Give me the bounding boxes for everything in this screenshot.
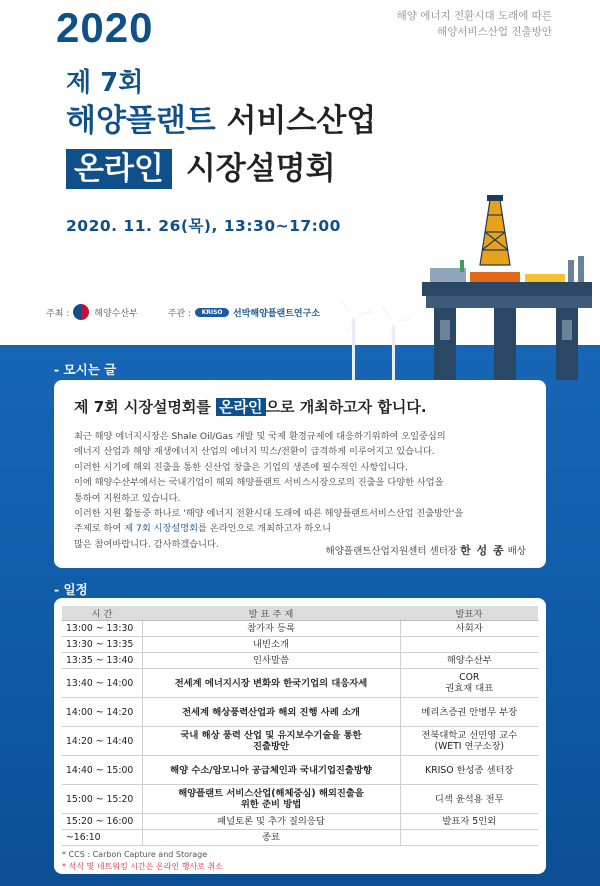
headline-before: 제 7회 시장설명회를 (74, 398, 217, 416)
headline-after: 으로 개최하고자 합니다. (265, 398, 427, 416)
greeting-card (54, 380, 546, 568)
tagline-line2: 해양서비스산업 진출방안 (437, 26, 552, 38)
schedule-card (54, 598, 546, 874)
schedule-section-title: - 일정 (54, 582, 88, 597)
host-name: 해양수산부 (94, 308, 138, 319)
title-line2-rest: 시장설명회 (185, 151, 336, 187)
sign-prefix: 해양플랜트산업지원센터 센터장 (325, 546, 461, 557)
p7-after: 를 온라인으로 개최하고자 하오니 (198, 523, 332, 535)
schedule-speaker-cell: COR 권효재 대표 (400, 669, 538, 698)
p7-blue: 제 7회 시장설명회 (124, 523, 199, 535)
schedule-topic-cell: 전세계 에너지시장 변화와 한국기업의 대응자세 (142, 669, 400, 698)
schedule-topic-cell: 내빈소개 (142, 637, 400, 653)
schedule-speaker-cell: 전북대학교 선민영 교수 (WETI 연구소장) (400, 727, 538, 756)
title-line1 (66, 100, 376, 142)
schedule-topic-cell: 해양플랜트 서비스산업(해체중심) 해외진출을 위한 준비 방법 (142, 785, 400, 814)
greeting-line: 최근 해양 에너지시장은 Shale Oil/Gas 개발 및 국제 환경규제에 대응하기위하여 오일중심의 (74, 431, 446, 442)
header-topic: 발 표 주 제 (142, 606, 400, 621)
year: 2020 (56, 4, 154, 51)
sign-suffix: 배상 (504, 546, 526, 557)
event-title (66, 66, 376, 190)
event-date: 2020. 11. 26(목), 13:30~17:00 (66, 217, 341, 235)
note-ccs: * CCS : Carbon Capture and Storage (62, 850, 208, 859)
header-speaker: 발표자 (400, 606, 538, 621)
schedule-time-cell: 14:00 ~ 14:20 (62, 698, 142, 727)
table-row (62, 785, 538, 814)
schedule-speaker-cell: 디섹 윤석용 전무 (400, 785, 538, 814)
schedule-topic-cell: 전세계 해상풍력산업과 해외 진행 사례 소개 (142, 698, 400, 727)
title-rest: 서비스산업 (215, 103, 377, 139)
greeting-line: 많은 참여바랍니다. 감사하겠습니다. (74, 538, 219, 550)
schedule-speaker-cell (400, 830, 538, 846)
headline-highlight: 온라인 (216, 398, 265, 416)
schedule-topic-cell: 패널토론 및 추가 질의응답 (142, 814, 400, 830)
table-row (62, 653, 538, 669)
greeting-section-title: - 모시는 글 (54, 362, 117, 377)
schedule-time-cell: 13:30 ~ 13:35 (62, 637, 142, 653)
schedule-time-cell: 15:20 ~ 16:00 (62, 814, 142, 830)
greeting-line (74, 521, 526, 536)
table-row (62, 756, 538, 785)
schedule-topic-cell: 인사말씀 (142, 653, 400, 669)
schedule-time-cell: 13:00 ~ 13:30 (62, 621, 142, 637)
title-blue: 해양플랜트 (66, 103, 216, 139)
table-row (62, 637, 538, 653)
signature (326, 542, 526, 558)
organizer-label: 주관 : (167, 308, 192, 319)
schedule-time-cell: 13:35 ~ 13:40 (62, 653, 142, 669)
schedule-header-row (62, 606, 538, 621)
table-row (62, 814, 538, 830)
table-row (62, 698, 538, 727)
title-box: 온라인 (66, 149, 172, 189)
greeting-body (74, 429, 526, 552)
schedule-topic-cell: 해양 수소/암모니아 공급체인과 국내기업진출방향 (142, 756, 400, 785)
tagline-line1: 해양 에너지 전환시대 도래에 따른 (396, 10, 552, 22)
government-emblem-icon (73, 304, 89, 320)
schedule-speaker-cell: 메리츠증권 안병무 부장 (400, 698, 538, 727)
organizer-name: 선박해양플랜트연구소 (233, 308, 320, 319)
table-row (62, 669, 538, 698)
table-row (62, 830, 538, 846)
header-time: 시 간 (62, 606, 142, 621)
schedule-speaker-cell (400, 637, 538, 653)
greeting-line: 에너지 산업과 해양 재생에너지 산업의 에너지 믹스/전환이 급격하게 이루어지고 있습니다. (74, 446, 435, 458)
wind-turbine-icon (382, 306, 410, 380)
schedule-body (62, 621, 538, 846)
host (73, 304, 137, 320)
greeting-line: 이러한 지원 활동중 하나로 '해양 에너지 전환시대 도래에 따른 해양플랜트서비스산업 진출방안'을 (74, 508, 464, 520)
schedule-time-cell: 15:00 ~ 15:20 (62, 785, 142, 814)
greeting-line: 이에 해양수산부에서는 국내기업이 해외 해양플랜트 서비스시장으로의 진출을 다양한 사업을 (74, 477, 444, 489)
table-row (62, 727, 538, 756)
schedule-speaker-cell: KRISO 한성종 센터장 (400, 756, 538, 785)
schedule-time-cell: ~16:10 (62, 830, 142, 846)
wind-turbine-icon (340, 300, 372, 380)
greeting-line: 이러한 시기에 해외 진출을 통한 신산업 창출은 기업의 생존에 필수적인 사항입니다. (74, 461, 408, 473)
note-cancel: * 석식 및 네트워킹 시간은 온라인 행사로 취소 (62, 862, 223, 871)
table-row (62, 621, 538, 637)
title-line2 (66, 148, 376, 190)
schedule-topic-cell: 참가자 등록 (142, 621, 400, 637)
schedule-speaker-cell: 사회자 (400, 621, 538, 637)
schedule-speaker-cell: 발표자 5인외 (400, 814, 538, 830)
host-label: 주최 : (46, 308, 70, 319)
p7-before: 주제로 하여 (74, 523, 125, 535)
offshore-platform-illustration (330, 190, 600, 380)
schedule-time-cell: 13:40 ~ 14:00 (62, 669, 142, 698)
kriso-logo-icon: KRISO (195, 308, 229, 317)
schedule-speaker-cell: 해양수산부 (400, 653, 538, 669)
greeting-headline (74, 396, 526, 417)
schedule-time-cell: 14:40 ~ 15:00 (62, 756, 142, 785)
schedule-time-cell: 14:20 ~ 14:40 (62, 727, 142, 756)
schedule-topic-cell: 국내 해상 풍력 산업 및 유지보수기술을 통한 진출방안 (142, 727, 400, 756)
greeting-line: 통하여 지원하고 있습니다. (74, 492, 181, 504)
edition: 제 7회 (66, 68, 144, 98)
tagline (397, 8, 552, 40)
organizer (195, 306, 320, 319)
schedule-notes (62, 849, 538, 873)
schedule-topic-cell: 종료 (142, 830, 400, 846)
sign-name: 한 성 종 (460, 544, 505, 557)
schedule-table (62, 606, 538, 846)
hosts (46, 304, 350, 320)
